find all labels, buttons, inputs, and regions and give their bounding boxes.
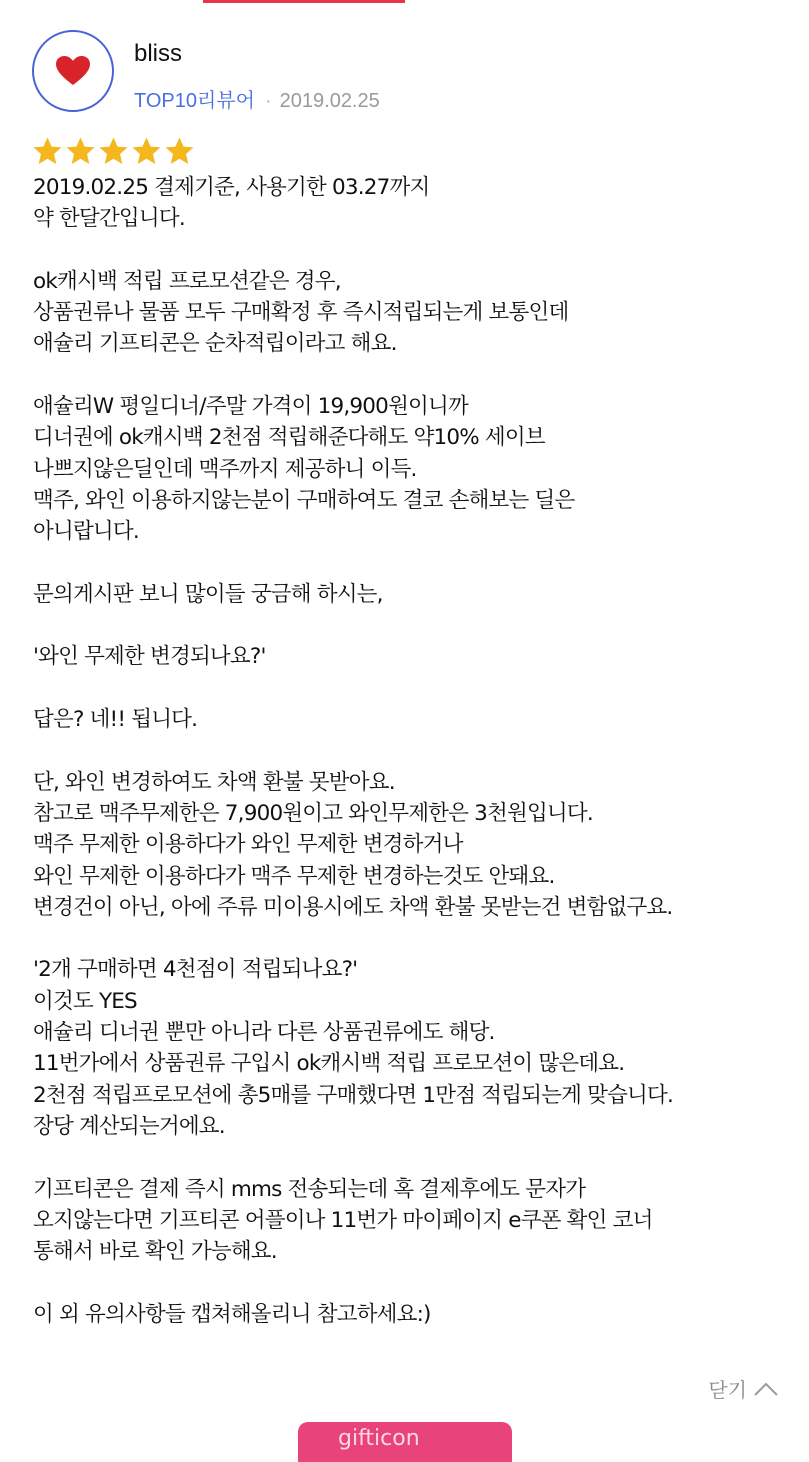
- review-body: [33, 172, 793, 1330]
- review-line: 약 한달간입니다.: [33, 206, 185, 232]
- review-line: 단, 와인 변경하여도 차액 환불 못받아요.: [33, 769, 395, 795]
- reviewer-meta: [134, 84, 380, 113]
- review-line: 나쁘지않은딜인데 맥주까지 제공하니 이득.: [33, 456, 417, 482]
- review-line: 맥주 무제한 이용하다가 와인 무제한 변경하거나: [33, 832, 463, 858]
- close-label: 닫기: [708, 1378, 747, 1402]
- review-line: 아니랍니다.: [33, 519, 139, 545]
- review-line: 상품권류나 물품 모두 구매확정 후 즉시적립되는게 보통인데: [33, 300, 569, 326]
- review-line: [33, 923, 793, 954]
- review-line: [33, 548, 793, 579]
- review-line: 2019.02.25 결제기준, 사용기한 03.27까지: [33, 175, 430, 200]
- review-line: [33, 235, 793, 266]
- preview-logo: gifticon: [338, 1426, 420, 1451]
- reviewer-avatar[interactable]: [32, 30, 114, 112]
- reviewer-name: bliss: [134, 40, 183, 67]
- star-icon: [31, 136, 64, 166]
- review-line: 기프티콘은 결제 즉시 mms 전송되는데 혹 결제후에도 문자가: [33, 1176, 586, 1202]
- review-line: 애슐리 기프티콘은 순차적립이라고 해요.: [33, 331, 397, 357]
- review-line: 디너권에 ok캐시백 2천점 적립해준다해도 약10% 세이브: [33, 425, 545, 451]
- review-line: ok캐시백 적립 프로모션같은 경우,: [33, 268, 341, 294]
- active-tab-indicator: [203, 0, 405, 3]
- review-line: [33, 673, 793, 704]
- review-line: [33, 735, 793, 766]
- review-line: '2개 구매하면 4천점이 적립되나요?': [33, 957, 358, 983]
- review-line: 답은? 네!! 됩니다.: [33, 707, 198, 733]
- review-line: 맥주, 와인 이용하지않는분이 구매하여도 결코 손해보는 딜은: [33, 487, 575, 513]
- review-line: [33, 1142, 793, 1173]
- review-line: 오지않는다면 기프티콘 어플이나 11번가 마이페이지 e쿠폰 확인 코너: [33, 1207, 653, 1233]
- review-line: [33, 610, 793, 641]
- review-line: 문의게시판 보니 많이들 궁금해 하시는,: [33, 581, 383, 607]
- review-line: 통해서 바로 확인 가능해요.: [33, 1239, 277, 1265]
- review-date: 2019.02.25: [279, 90, 380, 112]
- review-line: [33, 360, 793, 391]
- review-line: '와인 무제한 변경되나요?': [33, 644, 266, 670]
- star-icon: [97, 136, 130, 166]
- review-line: 장당 계산되는거에요.: [33, 1113, 225, 1139]
- star-icon: [64, 136, 97, 166]
- star-icon: [163, 136, 196, 166]
- chevron-up-icon: [753, 1381, 779, 1397]
- review-line: 와인 무제한 이용하다가 맥주 무제한 변경하는것도 안돼요.: [33, 863, 555, 889]
- review-line: 이것도 YES: [33, 988, 137, 1014]
- review-line: 애슐리W 평일디너/주말 가격이 19,900원이니까: [33, 394, 468, 420]
- heart-icon: [55, 55, 91, 87]
- star-rating: [31, 136, 196, 166]
- review-line: [33, 1267, 793, 1298]
- review-line: 11번가에서 상품권류 구입시 ok캐시백 적립 프로모션이 많은데요.: [33, 1051, 625, 1077]
- review-line: 애슐리 디너권 뿐만 아니라 다른 상품권류에도 해당.: [33, 1020, 495, 1046]
- meta-separator: ·: [264, 90, 272, 112]
- review-line: 변경건이 아닌, 아에 주류 미이용시에도 차액 환불 못받는건 변함없구요.: [33, 894, 673, 920]
- close-button[interactable]: [708, 1374, 779, 1403]
- reviewer-badge: TOP10리뷰어: [134, 90, 255, 112]
- star-icon: [130, 136, 163, 166]
- review-photo-preview[interactable]: [298, 1422, 512, 1462]
- review-line: 2천점 적립프로모션에 총5매를 구매했다면 1만점 적립되는게 맞습니다.: [33, 1082, 674, 1108]
- review-line: 이 외 유의사항들 캡쳐해올리니 참고하세요:): [33, 1301, 431, 1327]
- review-line: 참고로 맥주무제한은 7,900원이고 와인무제한은 3천원입니다.: [33, 800, 593, 826]
